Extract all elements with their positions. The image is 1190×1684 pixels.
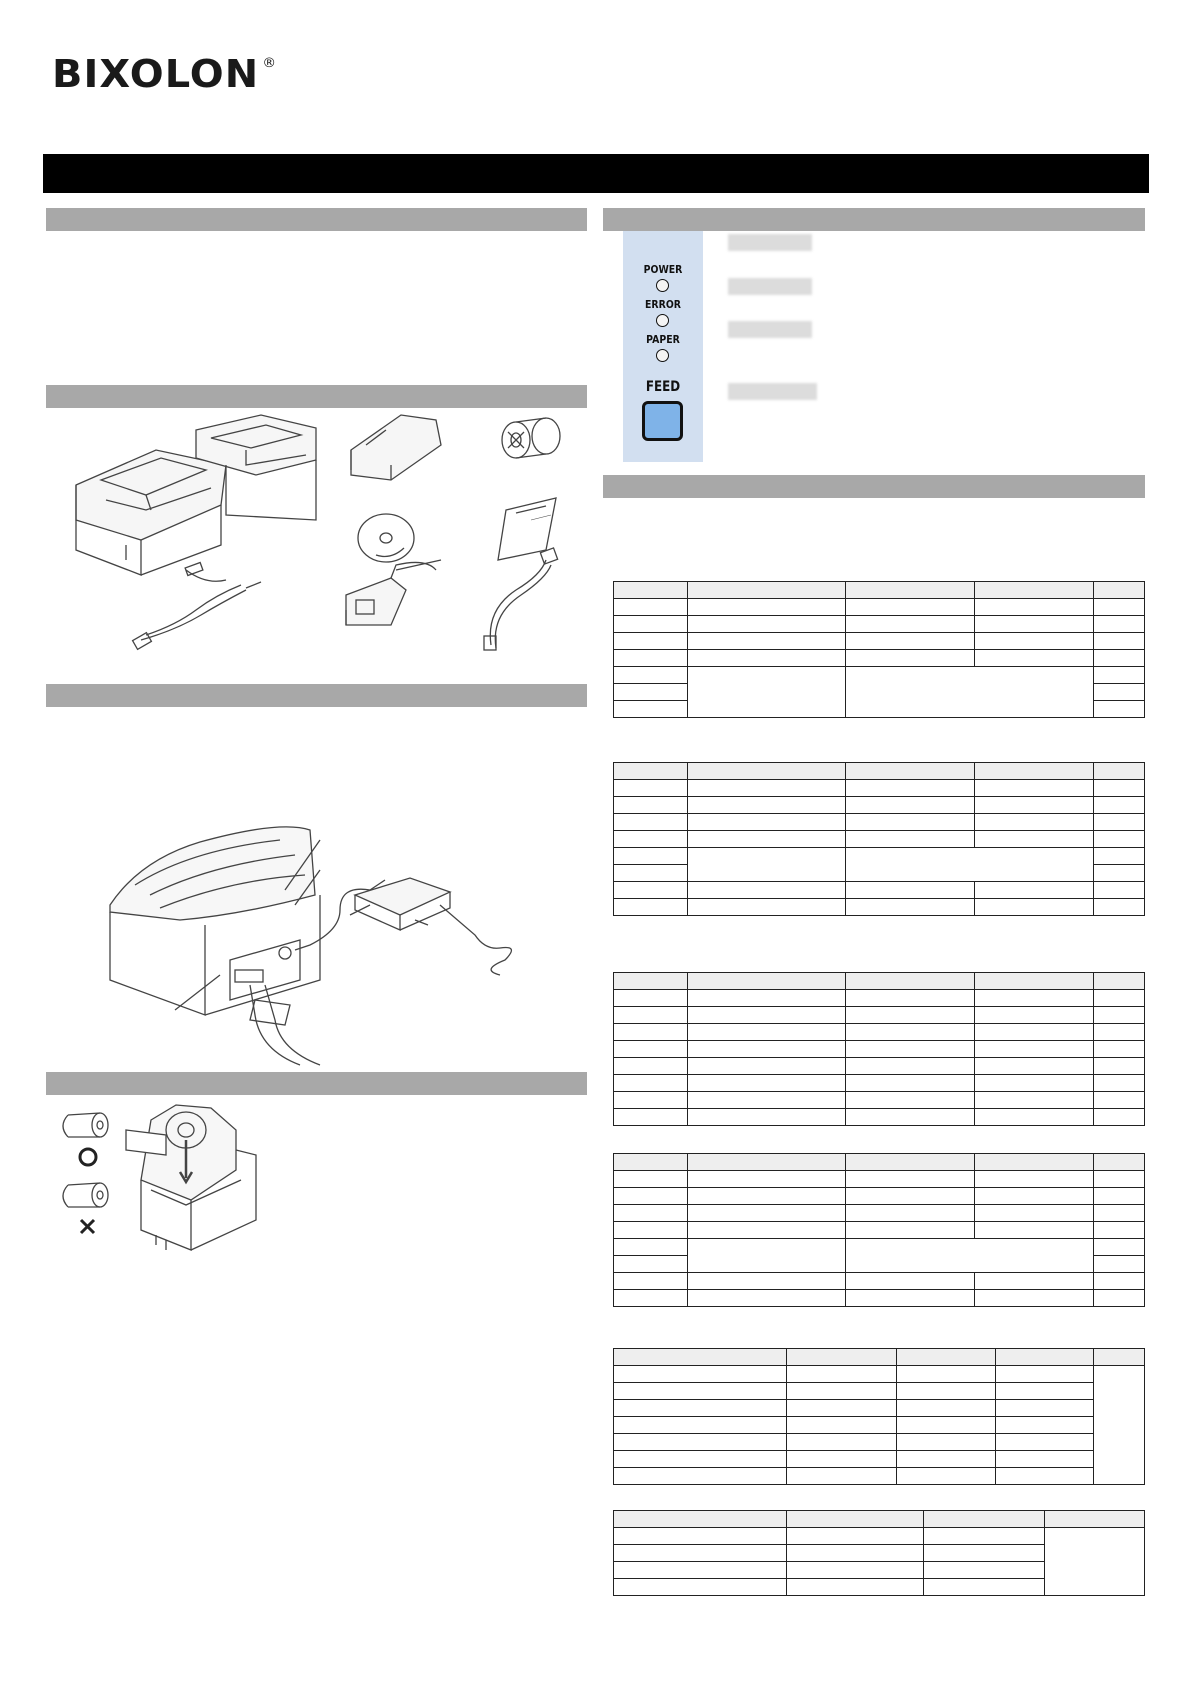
cable-connection-illustration (80, 820, 560, 1070)
dip-switch-table (613, 581, 1145, 718)
error-callout (728, 278, 812, 295)
unpacking-illustration (46, 410, 587, 660)
error-led-label: ERROR (645, 298, 681, 311)
paper-led-label: PAPER (646, 333, 680, 346)
feed-button[interactable] (642, 401, 683, 441)
paper-roll-holder-icon (351, 415, 441, 480)
dip-switch-table (613, 972, 1145, 1126)
printer-open-cover-icon (126, 1105, 256, 1250)
specification-table (613, 1510, 1145, 1596)
cd-rom-icon (358, 514, 414, 562)
power-led-label: POWER (643, 263, 683, 276)
section-header-bar (603, 208, 1145, 231)
document-title-bar (43, 154, 1149, 193)
incorrect-roll-orientation-icon (63, 1183, 108, 1233)
section-header-bar (46, 385, 587, 408)
specification-table (613, 1348, 1145, 1485)
section-header-bar (603, 475, 1145, 498)
section-header-bar (46, 1072, 587, 1095)
section-header-bar (46, 208, 587, 231)
error-led-indicator (656, 314, 669, 327)
section-header-bar (46, 684, 587, 707)
paper-callout (728, 321, 812, 338)
interface-cable-icon (133, 563, 261, 650)
printer-icon (76, 450, 226, 575)
operation-panel (623, 231, 703, 462)
power-led-indicator (656, 279, 669, 292)
power-adapter-icon (346, 560, 441, 625)
feed-button-label: FEED (645, 379, 681, 395)
dip-switch-table (613, 762, 1145, 916)
paper-installation-illustration (56, 1100, 266, 1275)
power-callout (728, 234, 812, 251)
dip-switch-table (613, 1153, 1145, 1307)
feed-callout (728, 383, 817, 400)
paper-roll-icon (502, 418, 560, 458)
power-cord-icon (484, 548, 558, 650)
brand-logo: BIXOLON ® (52, 52, 278, 96)
correct-roll-orientation-icon (63, 1113, 108, 1165)
paper-led-indicator (656, 349, 669, 362)
